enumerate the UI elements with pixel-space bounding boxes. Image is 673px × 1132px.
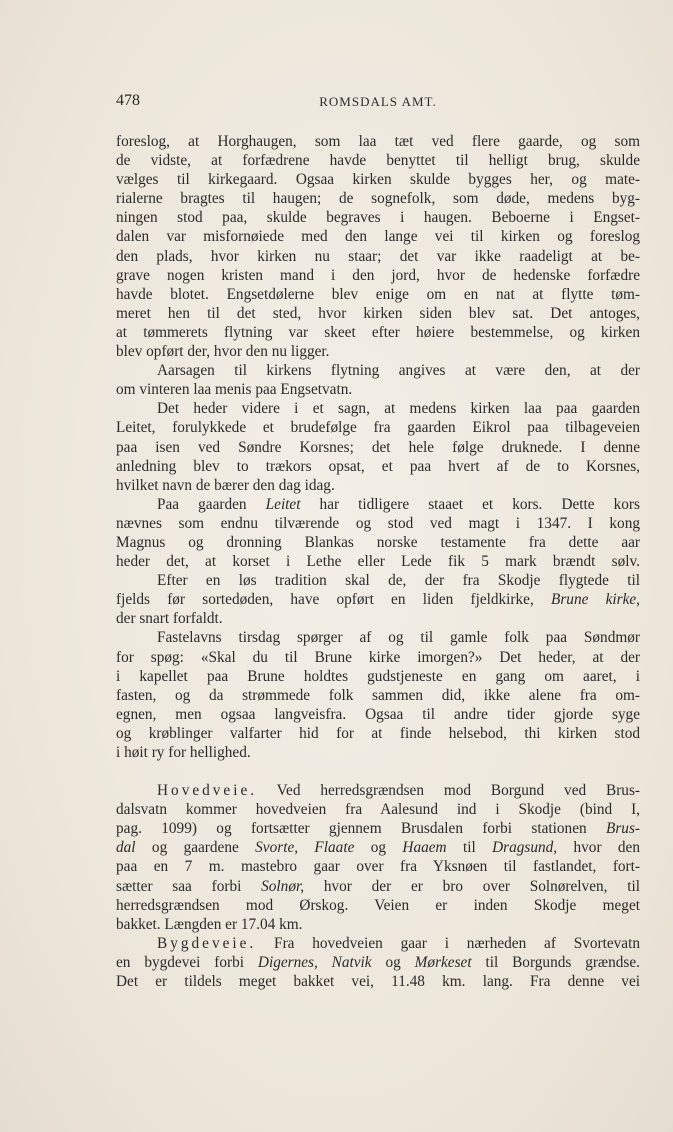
text-line: vælges til kirkegaard. Ogsaa kirken skulde bygges her, og mate- — [116, 171, 640, 189]
paragraph-2 — [116, 361, 640, 399]
text-line: egnen, men ogsaa langveisfra. Ogsaa til andre tider gjorde syge — [116, 705, 640, 723]
text-line: en bygdevei forbi Digernes, Natvik og Mørkeset til Borgunds grændse. — [116, 953, 641, 971]
section-heading: Hovedveie. — [157, 782, 258, 800]
text-line: i høit ry for hellighed. — [116, 744, 251, 761]
paragraph-6 — [116, 628, 640, 762]
text-line: fasten, og da strømmede folk sammen did, ikke alene fra om- — [116, 686, 640, 704]
text-line: og krøblinger valfarter hid for at finde helsebod, thi kirken stod — [116, 724, 640, 742]
text-line: ningen stod paa, skulde begraves i haugen. Beboerne i Engset- — [116, 209, 640, 227]
text-line: Hovedveie. Ved herredsgrændsen mod Borgund ved Brus- — [157, 782, 640, 800]
text-line: havde blotet. Engsetdølerne blev enige om en nat at flytte tøm- — [116, 285, 640, 303]
text-line: Aarsagen til kirkens flytning angives at være den, at der — [157, 362, 640, 380]
section-bygdeveie — [116, 934, 640, 991]
text-line: sætter saa forbi Solnør, hvor der er bro over Solnørelven, til — [116, 877, 640, 895]
text-line: Leitet, forulykkede et brudefølge fra gaarden Eikrol paa tilbageveien — [116, 419, 640, 437]
text-line: hvilket navn de bærer den dag idag. — [116, 476, 335, 494]
text-line: Paa gaarden Leitet har tidligere staaet et kors. Dette kors — [157, 495, 640, 513]
text-line: for spøg: «Skal du til Brune kirke imorgen?» Det heder, at der — [116, 648, 640, 666]
text-line: grave nogen kristen mand i den jord, hvor de hedenske forfædre — [116, 266, 640, 284]
text-line: Bygdeveie. Fra hovedveien gaar i nærheden af Svortevatn — [157, 934, 640, 952]
text-line: meret hen til det sted, hvor kirken siden blev sat. Det antoges, — [116, 304, 640, 322]
text-line: Fastelavns tirsdag spørger af og til gamle folk paa Søndmør — [157, 629, 640, 647]
paragraph-1 — [116, 132, 640, 361]
text-line: fjelds før sortedøden, have opført en liden fjeldkirke, Brune kirke, — [116, 591, 640, 609]
text-line: rialerne bragtes til haugen; de sognefolk, som døde, medens byg- — [116, 190, 640, 208]
text-line: herredsgrændsen mod Ørskog. Veien er inden Skodje meget — [116, 896, 640, 914]
text-line: blev opført der, hvor den nu ligger. — [116, 343, 330, 361]
paragraph-4 — [116, 495, 640, 571]
paragraph-3 — [116, 399, 640, 494]
text-line: paa en 7 m. mastebro gaar over fra Yksnøen til fastlandet, fort- — [116, 858, 640, 876]
section-heading: Bygdeveie. — [157, 934, 257, 952]
page-number: 478 — [116, 92, 140, 109]
text-line: paa isen ved Søndre Korsnes; det hele følge druknede. I denne — [116, 438, 640, 456]
text-line: foreslog, at Horghaugen, som laa tæt ved flere gaarde, og som — [116, 133, 640, 150]
text-line: Det heder videre i et sagn, at medens kirken laa paa gaarden — [157, 400, 640, 418]
text-line: dal og gaardene Svorte, Flaate og Haaem til Dragsund, hvor den — [116, 839, 640, 857]
text-line: der snart forfaldt. — [116, 610, 223, 628]
text-line: om vinteren laa menis paa Engsetvatn. — [116, 381, 353, 399]
page-header — [116, 92, 640, 114]
text-line: Efter en løs tradition skal de, der fra Skodje flygtede til — [157, 572, 640, 590]
text-line: bakket. Længden er 17.04 km. — [116, 915, 303, 933]
text-line: dalsvatn kommer hovedveien fra Aalesund ind i Skodje (bind I, — [116, 801, 640, 819]
text-line: pag. 1099) og fortsætter gjennem Brusdalen forbi stationen Brus- — [116, 820, 640, 838]
text-line: i kapellet paa Brune holdtes gudstjeneste en gang om aaret, i — [116, 667, 640, 685]
text-line: at tømmerets flytning var skeet efter høiere bestemmelse, og kirken — [116, 323, 640, 341]
running-title: ROMSDALS AMT. — [319, 94, 437, 109]
text-line: Magnus og dronning Blankas norske testamente fra dette aar — [116, 533, 640, 551]
text-line: dalen var misfornøiede med den lange vei til kirken og foreslog — [116, 228, 640, 246]
page-body — [116, 132, 640, 991]
text-line: den plads, hvor kirken nu staar; det var ikke raadeligt at be- — [116, 247, 640, 265]
text-line: de vidste, at forfædrene havde benyttet til helligt brug, skulde — [116, 152, 640, 170]
text-line: heder det, at korset i Lethe eller Lede fik 5 mark brændt sølv. — [116, 553, 640, 571]
section-hovedveie — [116, 781, 640, 934]
text-line: nævnes som endnu tilværende og stod ved magt i 1347. I kong — [116, 514, 640, 532]
paragraph-5 — [116, 571, 640, 628]
text-line: anledning blev to trækors opsat, et paa hvert af de to Korsnes, — [116, 457, 640, 475]
text-line: Det er tildels meget bakket vei, 11.48 km. lang. Fra denne vei — [116, 973, 640, 991]
